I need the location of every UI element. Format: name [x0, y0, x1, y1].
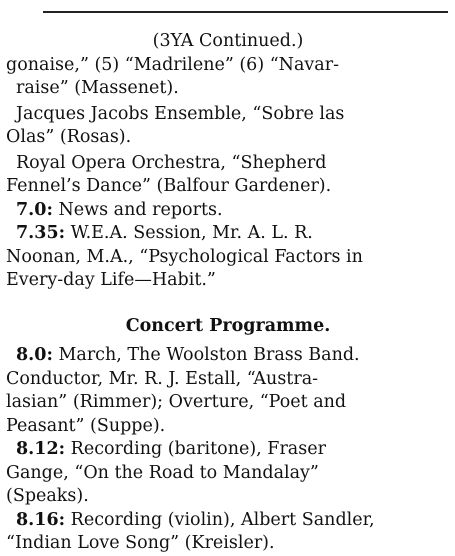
programme-item	[6, 222, 450, 293]
item-text: News and reports.	[52, 199, 223, 220]
continued-header: (3YA Continued.)	[152, 31, 304, 51]
section-heading: Concert Programme.	[125, 315, 331, 336]
text-line: Fennel’s Dance” (Balfour Gardener).	[6, 176, 332, 196]
text-line	[6, 199, 450, 223]
item-time: 7.0:	[16, 199, 53, 220]
first-block	[6, 54, 450, 101]
text-line: Peasant” (Suppe).	[6, 415, 166, 436]
top-rule	[43, 11, 448, 13]
text-line: Conductor, Mr. R. J. Estall, “Austra-	[6, 368, 319, 389]
item-text: W.E.A. Session, Mr. A. L. R.	[65, 223, 313, 243]
text-line: raise” (Massenet).	[16, 78, 179, 98]
programme-item	[6, 344, 450, 438]
programme-item	[6, 152, 450, 199]
item-text: March, The Woolston Brass Band.	[52, 345, 360, 365]
text-line	[6, 438, 450, 462]
text-line: Noonan, M.A., “Psychological Factors in	[6, 246, 363, 267]
text-line: gonaise,” (5) “Madrilene” (6) “Navar-	[6, 54, 339, 75]
newspaper-clipping	[6, 30, 450, 556]
section-gap	[6, 293, 450, 315]
item-text: Recording (violin), Albert Sandler,	[65, 509, 375, 530]
item-text: Recording (baritone), Fraser	[65, 439, 326, 459]
item-text: Jacques Jacobs Ensemble, “Sobre las	[16, 103, 345, 124]
item-time: 7.35:	[16, 223, 66, 243]
programme-item	[6, 103, 450, 150]
programme-item	[6, 438, 450, 509]
text-line	[6, 103, 450, 127]
text-line	[6, 509, 450, 533]
text-line: Gange, “On the Road to Mandalay”	[6, 462, 319, 483]
text-line	[6, 344, 450, 368]
programme-item	[6, 199, 450, 223]
text-line: “Indian Love Song” (Kreisler).	[6, 533, 275, 553]
item-text: Royal Opera Orchestra, “Shepherd	[16, 152, 327, 173]
item-time: 8.0:	[16, 345, 53, 365]
text-line	[6, 222, 450, 246]
text-line: Olas” (Rosas).	[6, 127, 132, 147]
item-time: 8.12:	[16, 439, 66, 459]
text-line: Every-day Life—Habit.”	[6, 270, 216, 290]
text-line: (Speaks).	[6, 486, 89, 506]
item-time: 8.16:	[16, 509, 66, 530]
text-line	[6, 152, 450, 176]
text-line: lasian” (Rimmer); Overture, “Poet and	[6, 392, 347, 412]
